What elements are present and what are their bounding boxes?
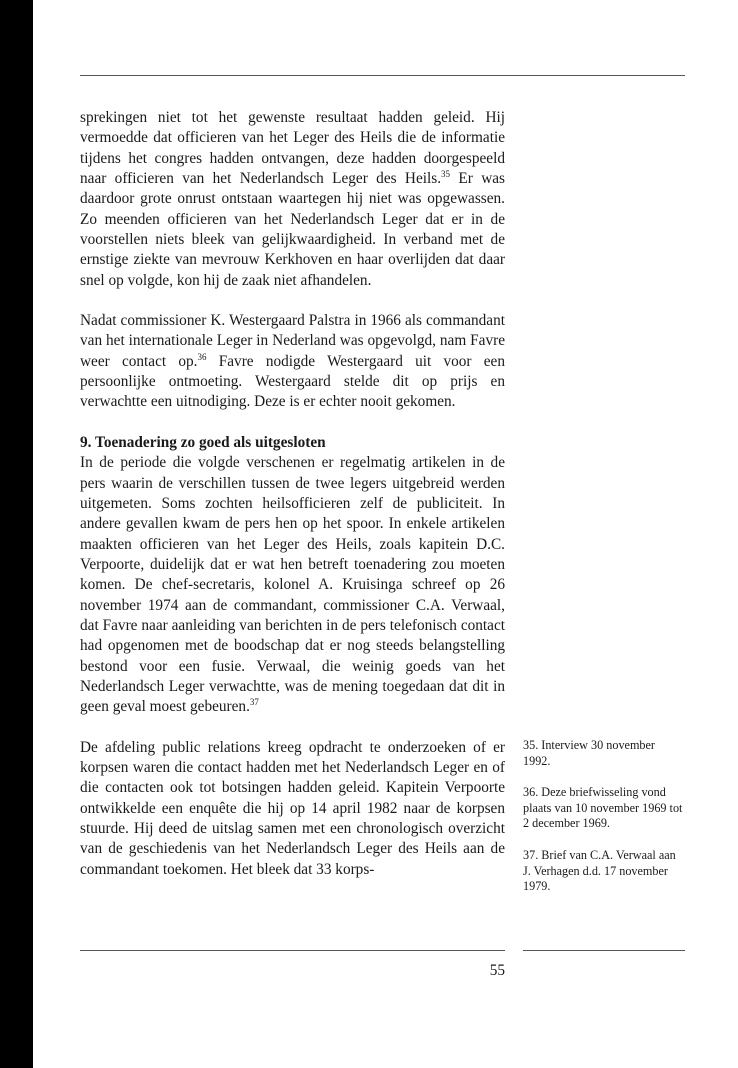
footnote-37: 37. Brief van C.A. Verwaal aan J. Verhagen d.d. 17 november 1979.	[523, 847, 676, 894]
section-heading: 9. Toenadering zo goed als uitgesloten	[80, 433, 326, 451]
footnote-36: 36. Deze briefwisseling vond plaats van 10 november 1969 tot 2 december 1969.	[523, 785, 683, 831]
bottom-rule-main	[80, 950, 505, 951]
paragraph-3	[80, 453, 505, 717]
paragraph-2	[80, 311, 505, 413]
main-text-column	[80, 108, 505, 880]
footnote-ref-35[interactable]: 35	[441, 168, 451, 179]
footnote-ref-37[interactable]: 37	[249, 697, 259, 708]
page-number: 55	[489, 962, 505, 979]
scan-edge-bar	[0, 0, 33, 1068]
paragraph-2-text: Nadat commissioner K. Westergaard Palstra in 1966 als commandant van het internationale Leger in Nederland was opgevolgd, nam Favre weer contact op.	[80, 312, 505, 370]
paragraph-1-text-cont: Er was daardoor grote onrust ontstaan waartegen hij niet was opgewassen. Zo meenden officieren van het Nederlandsch Leger dat er in de voorstellen niets bleek van gelijkwaardigheid. In verband met de ernstige ziekte van mevrouw Kerkhoven en haar overlijden dat daar snel op volgde, kon hij de zaak niet afhandelen.	[80, 170, 505, 289]
paragraph-2-text-cont: Favre nodigde Westergaard uit voor een persoonlijke ontmoeting. Westergaard stelde dit op prijs en verwachtte een uitnodiging. Deze is er echter nooit gekomen.	[80, 352, 505, 411]
top-rule	[80, 75, 685, 76]
footnote-35: 35. Interview 30 november 1992.	[523, 738, 655, 768]
paragraph-1-text: sprekingen niet tot het gewenste resultaat hadden geleid. Hij vermoedde dat officieren van het Leger des Heils die de informatie tijdens het congres hadden ontvangen, deze hadden doorgespeeld naar officieren van het Nederlandsch Leger des Heils.	[80, 109, 505, 188]
bottom-rule-notes	[523, 950, 685, 951]
paragraph-3-text: In de periode die volgde verschenen er regelmatig artikelen in de pers waarin de verschillen tussen de twee legers uitgebreid werden uitgemeten. Soms zochten heilsofficieren zelf de publiciteit. In andere gevallen kwam de pers hen op het spoor. In enkele artikelen maakten officieren van het Leger des Heils, zoals kapitein D.C. Verpoorte, duidelijk dat er wat hen betreft toenadering zou moeten komen. De chef-secretaris, kolonel A. Kruisinga schreef op 26 november 1974 aan de commandant, commissioner C.A. Verwaal, dat Favre naar aanleiding van berichten in de pers telefonisch contact had opgenomen met de boodschap dat er nog steeds belangstelling bestond voor een fusie. Verwaal, die weinig goeds van het Nederlandsch Leger verwachtte, was de mening toegedaan dat dit in geen geval moest gebeuren.	[80, 454, 505, 716]
footnote-ref-36[interactable]: 36	[197, 351, 207, 362]
footnotes-column	[523, 738, 685, 895]
paragraph-4: De afdeling public relations kreeg opdracht te onderzoeken of er korpsen waren die contact hadden met het Nederlandsch Leger en of die contacten ook tot botsingen hadden geleid. Kapitein Verpoorte ontwikkelde een enquête die hij op 14 april 1982 naar de korpsen stuurde. Hij deed de uitslag samen met een chronologisch overzicht van de geschiedenis van het Nederlandsch Leger des Heils aan de commandant toekomen. Het bleek dat 33 korps-	[80, 738, 505, 878]
paragraph-1	[80, 108, 505, 291]
